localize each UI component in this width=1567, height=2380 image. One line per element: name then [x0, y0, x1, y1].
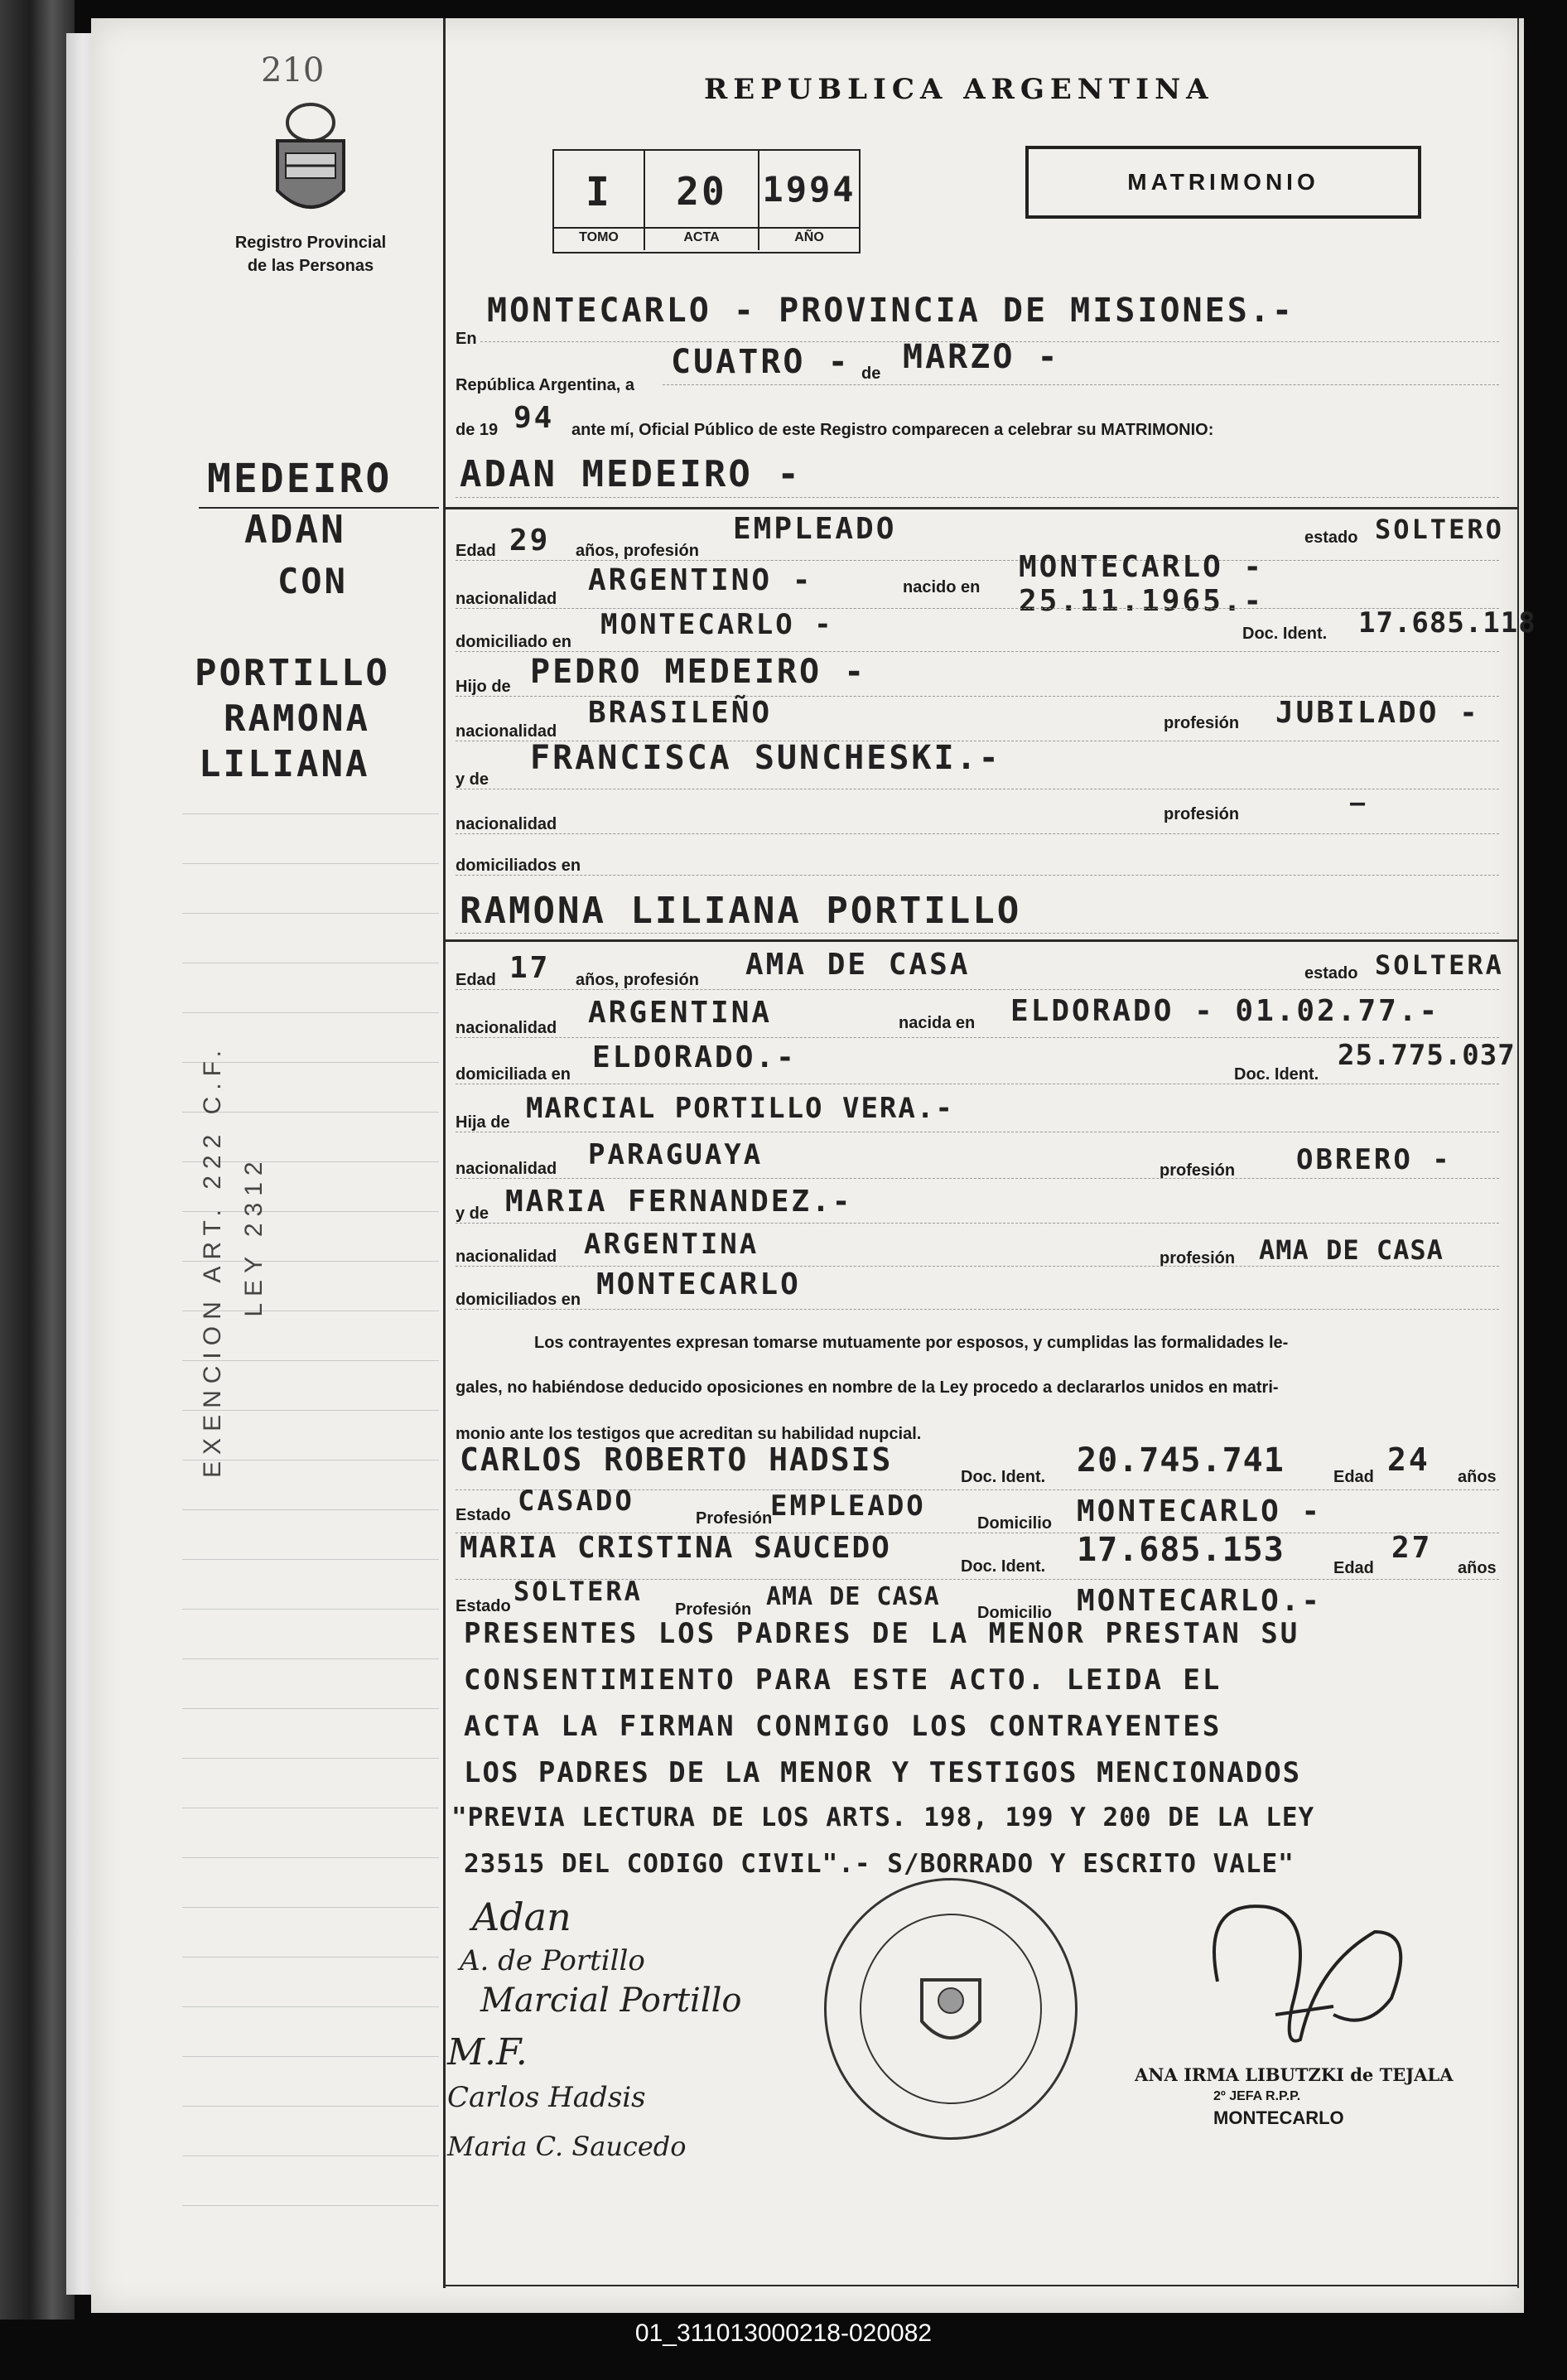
- fill-line: [456, 989, 1499, 990]
- tomo-label: TOMO: [579, 230, 619, 244]
- ano-label: AÑO: [794, 230, 824, 244]
- witness2-age: 27: [1391, 1531, 1433, 1565]
- note-line: PRESENTES LOS PADRES DE LA MENOR PRESTAN SU: [464, 1617, 1300, 1650]
- groom-domicile: MONTECARLO -: [600, 608, 834, 641]
- bride-mother-nationality: ARGENTINA: [584, 1228, 759, 1261]
- groom-profesion-label: años, profesión: [576, 542, 699, 560]
- margin-bride-name1: RAMONA: [224, 698, 370, 740]
- intro-year: 94: [513, 401, 555, 435]
- fill-line: [663, 384, 1499, 385]
- groom-age: 29: [509, 524, 551, 558]
- groom-father-nationality: BRASILEÑO: [588, 696, 773, 730]
- fill-line: [456, 875, 1499, 876]
- groom-edad-label: Edad: [456, 542, 496, 560]
- witness1-doc-label: Doc. Ident.: [961, 1468, 1046, 1486]
- year-prefix: de 19: [456, 421, 499, 439]
- witness1-anos-label: años: [1458, 1468, 1497, 1486]
- witness1-edad-label: Edad: [1333, 1468, 1374, 1486]
- bride-full-name: RAMONA LILIANA PORTILLO: [460, 890, 1022, 932]
- book-binding: [0, 0, 75, 2320]
- bride-nac-label: nacionalidad: [456, 1019, 557, 1037]
- groom-father: PEDRO MEDEIRO -: [530, 653, 867, 691]
- image-caption: 01_311013000218-020082: [634, 2320, 933, 2347]
- bride-age: 17: [509, 951, 551, 985]
- bride-father-prof-label: profesión: [1160, 1161, 1236, 1180]
- declaration-line1: Los contrayentes expresan tomarse mutuamente por esposos, y cumplidas las formalidades le-: [534, 1334, 1289, 1352]
- registry-name-line1: Registro Provincial: [234, 234, 387, 252]
- witness1-domicile: MONTECARLO -: [1077, 1494, 1323, 1528]
- register-page: [91, 18, 1536, 2313]
- ano-value: 1994: [762, 169, 856, 210]
- witness1-profession: EMPLEADO: [770, 1489, 926, 1523]
- witness2-domicile: MONTECARLO.-: [1077, 1584, 1323, 1618]
- fill-line: [456, 1037, 1499, 1038]
- bride-birth: ELDORADO - 01.02.77.-: [1010, 994, 1440, 1028]
- witness2-anos-label: años: [1458, 1559, 1497, 1577]
- groom-mother: FRANCISCA SUNCHESKI.-: [530, 739, 1001, 777]
- margin-with: CON: [277, 561, 348, 601]
- margin-bride-name2: LILIANA: [199, 743, 370, 785]
- bride-estado: SOLTERA: [1375, 949, 1504, 981]
- groom-yde-label: y de: [456, 770, 489, 789]
- witness2-estado-label: Estado: [456, 1597, 511, 1615]
- intro-day: CUATRO -: [671, 343, 851, 381]
- signature: Carlos Hadsis: [447, 2081, 646, 2114]
- signature: M.F.: [447, 2031, 528, 2073]
- en-label: En: [456, 330, 477, 348]
- fill-line: [456, 651, 1499, 652]
- law-stamp-line2: EXENCION ART. 222 C.F.: [199, 1044, 226, 1478]
- fill-line: [456, 1178, 1499, 1179]
- official-signature-mark: [1168, 1882, 1416, 2064]
- witness2-doc-label: Doc. Ident.: [961, 1557, 1046, 1576]
- bride-father-profession: OBRERO -: [1296, 1143, 1452, 1176]
- groom-parents-dom-label: domiciliados en: [456, 857, 581, 875]
- official-name: ANA IRMA LIBUTZKI de TEJALA: [1135, 2064, 1454, 2085]
- groom-dom-label: domiciliado en: [456, 633, 572, 651]
- fill-line: [456, 933, 1499, 934]
- groom-father-prof-label: profesión: [1164, 714, 1240, 732]
- right-border: [1517, 18, 1519, 2288]
- groom-nationality: ARGENTINO -: [588, 563, 813, 597]
- registry-name-line2: de las Personas: [247, 257, 374, 275]
- record-type-box: MATRIMONIO: [1025, 146, 1421, 219]
- groom-full-name: ADAN MEDEIRO -: [460, 453, 802, 495]
- witness1-doc: 20.745.741: [1077, 1441, 1285, 1480]
- bride-mother: MARIA FERNANDEZ.-: [505, 1185, 853, 1219]
- bride-parents-domicile: MONTECARLO: [596, 1267, 801, 1301]
- declaration-line3: monio ante los testigos que acreditan su habilidad nupcial.: [456, 1425, 922, 1443]
- tomo-value: I: [586, 169, 612, 215]
- bride-doc-label: Doc. Ident.: [1234, 1065, 1319, 1084]
- witness1-prof-label: Profesión: [696, 1509, 773, 1528]
- groom-estado: SOLTERO: [1375, 514, 1504, 545]
- groom-nacido-label: nacido en: [903, 578, 981, 596]
- witness2-prof-label: Profesión: [675, 1600, 752, 1619]
- de-label: de: [861, 364, 881, 383]
- groom-father-nac-label: nacionalidad: [456, 722, 557, 741]
- signature: Maria C. Saucedo: [447, 2131, 687, 2162]
- note-line: LOS PADRES DE LA MENOR Y TESTIGOS MENCIONADOS: [464, 1756, 1302, 1789]
- groom-mother-nac-label: nacionalidad: [456, 815, 557, 833]
- witness2-estado: SOLTERA: [513, 1576, 643, 1607]
- groom-father-profession: JUBILADO -: [1275, 696, 1480, 730]
- intro-month: MARZO -: [903, 338, 1060, 376]
- coat-of-arms-icon: [265, 99, 356, 224]
- groom-doc: 17.685.118: [1358, 606, 1536, 640]
- bride-father: MARCIAL PORTILLO VERA.-: [526, 1092, 954, 1125]
- witness2-name: MARIA CRISTINA SAUCEDO: [460, 1531, 891, 1565]
- bride-nationality: ARGENTINA: [588, 996, 773, 1030]
- country-title: REPUBLICA ARGENTINA: [704, 73, 1214, 106]
- year-suffix: ante mí, Oficial Público de este Registro comparecen a celebrar su MATRIMONIO:: [571, 421, 1214, 439]
- bride-domicile: ELDORADO.-: [592, 1040, 797, 1074]
- groom-profession: EMPLEADO: [733, 512, 897, 546]
- witness2-edad-label: Edad: [1333, 1559, 1374, 1577]
- bride-edad-label: Edad: [456, 971, 496, 989]
- fill-line: [456, 833, 1499, 834]
- groom-mother-profession: —: [1350, 789, 1368, 818]
- bride-doc: 25.775.037: [1338, 1039, 1516, 1072]
- bride-profesion-label: años, profesión: [576, 971, 699, 989]
- note-line: CONSENTIMIENTO PARA ESTE ACTO. LEIDA EL: [464, 1663, 1222, 1697]
- declaration-line2: gales, no habiéndose deducido oposiciones en nombre de la Ley procedo a declararlos unidos en matri-: [456, 1378, 1279, 1397]
- acta-label: ACTA: [683, 230, 720, 244]
- fill-line: [456, 1266, 1499, 1267]
- intro-place: MONTECARLO - PROVINCIA DE MISIONES.-: [487, 292, 1295, 330]
- witness1-name: CARLOS ROBERTO HADSIS: [460, 1441, 893, 1478]
- official-seal: [824, 1878, 1078, 2140]
- note-line: ACTA LA FIRMAN CONMIGO LOS CONTRAYENTES: [464, 1710, 1222, 1743]
- bride-father-nac-label: nacionalidad: [456, 1160, 557, 1178]
- bride-yde-label: y de: [456, 1204, 489, 1223]
- note-line: "PREVIA LECTURA DE LOS ARTS. 198, 199 Y 200 DE LA LEY: [451, 1803, 1315, 1832]
- fill-line: [456, 1309, 1499, 1310]
- fill-line: [456, 1223, 1499, 1224]
- witness1-age: 24: [1387, 1441, 1430, 1478]
- signature: A. de Portillo: [460, 1944, 645, 1977]
- groom-estado-label: estado: [1304, 529, 1358, 547]
- margin-bride-surname: PORTILLO: [195, 652, 390, 694]
- bride-father-nationality: PARAGUAYA: [588, 1138, 764, 1171]
- bride-nacida-label: nacida en: [899, 1014, 976, 1032]
- witness2-dom-label: Domicilio: [977, 1604, 1053, 1622]
- margin-groom-surname: MEDEIRO: [207, 456, 393, 502]
- groom-birth: MONTECARLO - 25.11.1965.-: [1019, 550, 1265, 618]
- bride-hija-label: Hija de: [456, 1113, 510, 1132]
- bride-parents-dom-label: domiciliados en: [456, 1291, 581, 1309]
- official-place: MONTECARLO: [1213, 2107, 1344, 2128]
- section-divider: [446, 507, 1517, 509]
- bride-mother-nac-label: nacionalidad: [456, 1248, 557, 1266]
- groom-doc-label: Doc. Ident.: [1242, 625, 1328, 643]
- section-divider: [446, 939, 1517, 942]
- signature: Marcial Portillo: [480, 1982, 742, 2020]
- margin-divider: [443, 18, 446, 2288]
- fill-line: [456, 497, 1499, 498]
- acta-value: 20: [676, 169, 727, 214]
- witness2-doc: 17.685.153: [1077, 1531, 1285, 1569]
- witness1-estado-label: Estado: [456, 1506, 511, 1524]
- bride-profession: AMA DE CASA: [745, 948, 971, 982]
- republica-label: República Argentina, a: [456, 376, 634, 394]
- page-number: 210: [261, 51, 325, 89]
- groom-nac-label: nacionalidad: [456, 590, 557, 608]
- bride-estado-label: estado: [1304, 964, 1358, 982]
- bride-mother-prof-label: profesión: [1160, 1249, 1236, 1267]
- groom-mother-prof-label: profesión: [1164, 805, 1240, 823]
- bride-dom-label: domiciliada en: [456, 1065, 571, 1084]
- signature: Adan: [472, 1895, 571, 1939]
- witness2-profession: AMA DE CASA: [766, 1582, 940, 1611]
- note-line: 23515 DEL CODIGO CIVIL".- S/BORRADO Y ESCRITO VALE": [464, 1849, 1295, 1879]
- bride-mother-profession: AMA DE CASA: [1259, 1234, 1444, 1266]
- coat-of-arms-icon: [914, 1963, 988, 2054]
- groom-hijo-label: Hijo de: [456, 678, 511, 696]
- volume-box: [552, 149, 861, 253]
- bottom-border: [446, 2285, 1519, 2286]
- law-stamp-line1: LEY 2312: [240, 1155, 268, 1317]
- witness1-dom-label: Domicilio: [977, 1514, 1053, 1533]
- official-title: 2º JEFA R.P.P.: [1213, 2089, 1301, 2103]
- witness1-estado: CASADO: [518, 1484, 634, 1518]
- margin-groom-name: ADAN: [244, 507, 346, 552]
